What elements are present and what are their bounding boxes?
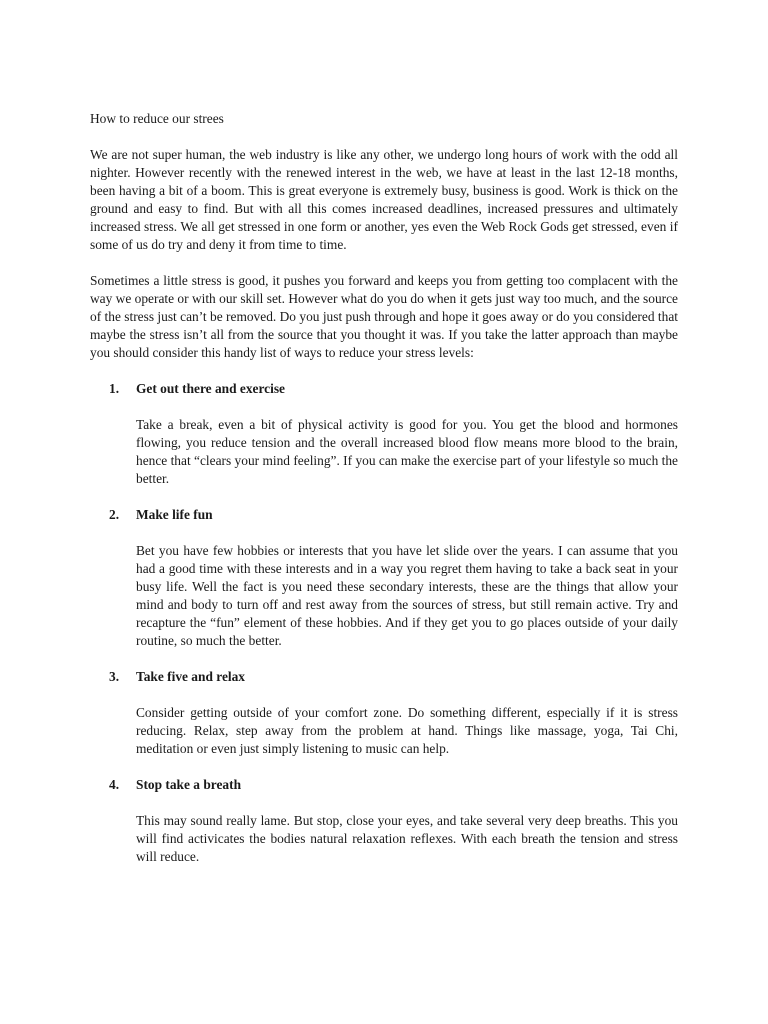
stress-tips-list xyxy=(90,380,678,866)
step-heading xyxy=(90,380,678,398)
step-body: Consider getting outside of your comfort zone. Do something different, especially if it is stress reducing. Relax, step away from the problem at hand. Things like massage, yoga, Tai Chi, meditation or even just simply listening to music can help. xyxy=(136,705,678,756)
step-title: Take five and relax xyxy=(136,669,245,684)
document-page xyxy=(90,110,678,884)
list-item xyxy=(90,380,678,488)
step-heading xyxy=(90,776,678,794)
step-title: Make life fun xyxy=(136,507,213,522)
step-number: 2. xyxy=(109,507,120,522)
step-body: Take a break, even a bit of physical activity is good for you. You get the blood and hormones flowing, you reduce tension and the overall increased blood flow means more blood to the brain, hence that “clears your mind feeling”. If you can make the exercise part of your lifestyle so much the better. xyxy=(136,417,678,486)
list-item xyxy=(90,506,678,650)
step-body: This may sound really lame. But stop, close your eyes, and take several very deep breaths. This you will find activicates the bodies natural relaxation reflexes. With each breath the tension and stress will reduce. xyxy=(136,813,678,864)
step-number: 4. xyxy=(109,777,120,792)
step-title: Stop take a breath xyxy=(136,777,242,792)
step-heading xyxy=(90,668,678,686)
intro-paragraph: We are not super human, the web industry is like any other, we undergo long hours of work with the odd all nighter. However recently with the renewed interest in the web, we have at least in the last 12-18 months, been having a bit of a boom. This is great everyone is extremely busy, business is good. Work is thick on the ground and easy to find. But with all this comes increased deadlines, increased pressures and ultimately increased stress. We all get stressed in one form or another, yes even the Web Rock Gods get stressed, even if some of us do try and deny it from time to time. xyxy=(90,147,678,252)
step-heading xyxy=(90,506,678,524)
list-item xyxy=(90,668,678,758)
list-item xyxy=(90,776,678,866)
step-title: Get out there and exercise xyxy=(136,381,285,396)
step-body: Bet you have few hobbies or interests that you have let slide over the years. I can assume that you had a good time with these interests and in a way you regret them having to take a back seat in your busy life. Well the fact is you need these secondary interests, these are the things that allow your mind and body to turn off and rest away from the sources of stress, but still remain active. Try and recapture the “fun” element of these hobbies. And if they get you to go places outside of your daily routine, so much the better. xyxy=(136,543,678,648)
step-number: 1. xyxy=(109,381,120,396)
document-title: How to reduce our strees xyxy=(90,111,224,126)
step-number: 3. xyxy=(109,669,120,684)
intro-paragraph: Sometimes a little stress is good, it pushes you forward and keeps you from getting too complacent with the way we operate or with our skill set. However what do you do when it gets just way too much, and the source of the stress just can’t be removed. Do you just push through and hope it goes away or do you considered that maybe the stress isn’t all from the source that you thought it was. If you take the latter approach than maybe you should consider this handy list of ways to reduce your stress levels: xyxy=(90,273,678,360)
